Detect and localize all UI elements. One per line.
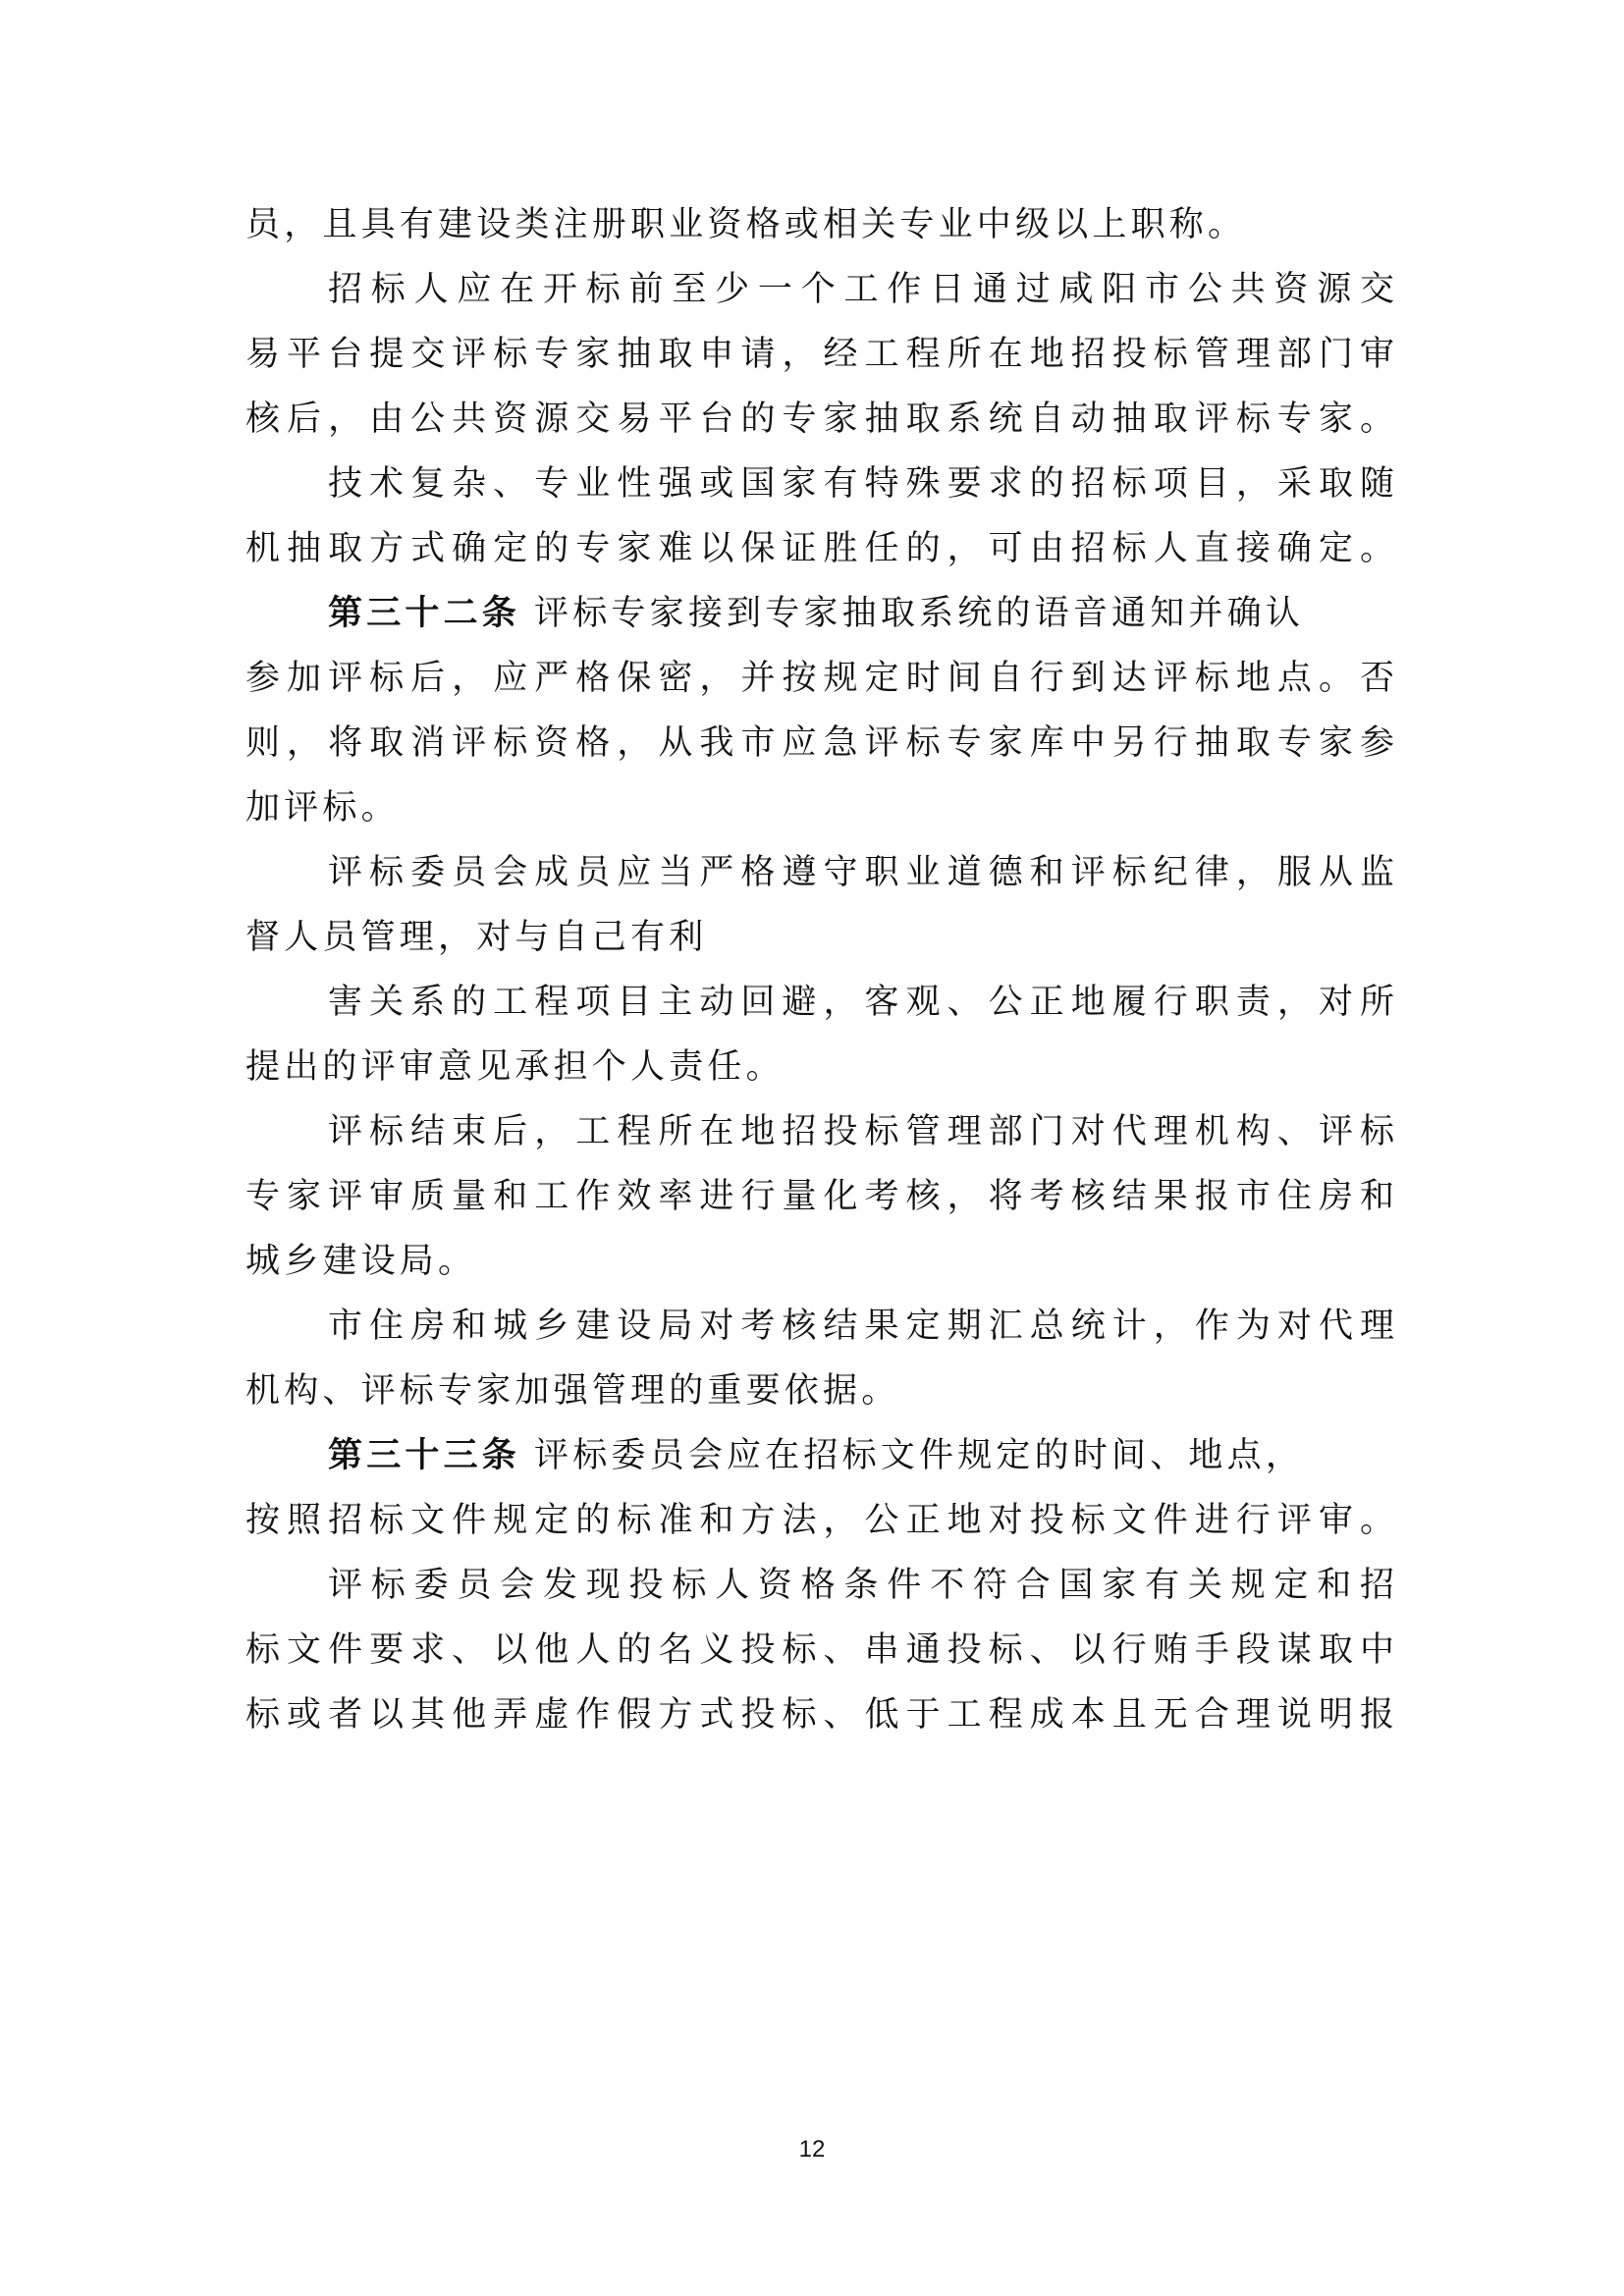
text-line: 核后，由公共资源交易平台的专家抽取系统自动抽取评标专家。 <box>245 400 1394 439</box>
text-line: 则，将取消评标资格，从我市应急评标专家库中另行抽取专家参 <box>245 723 1394 763</box>
page-number: 12 <box>798 2136 826 2163</box>
text-line: 按照招标文件规定的标准和方法，公正地对投标文件进行评审。 <box>245 1501 1394 1540</box>
text-line: 害关系的工程项目主动回避，客观、公正地履行职责，对所 <box>328 983 1394 1022</box>
article-text: 评标委员会应在招标文件规定的时间、地点， <box>534 1436 1305 1475</box>
text-line: 专家评审质量和工作效率进行量化考核，将考核结果报市住房和 <box>245 1177 1394 1216</box>
article-33-heading-line <box>245 1423 1394 1488</box>
article-32-heading-line <box>245 581 1394 646</box>
text-line: 招标人应在开标前至少一个工作日通过咸阳市公共资源交 <box>328 270 1394 309</box>
article-text: 评标专家接到专家抽取系统的语音通知并确认 <box>534 594 1305 633</box>
article-number: 第三十二条 <box>328 594 521 633</box>
text-line: 督人员管理，对与自己有利 <box>245 918 708 957</box>
text-line: 城乡建设局。 <box>245 1242 477 1281</box>
text-line: 加评标。 <box>245 788 400 828</box>
text-line: 提出的评审意见承担个人责任。 <box>245 1047 785 1087</box>
text-line: 评标委员会成员应当严格遵守职业道德和评标纪律，服从监 <box>328 853 1394 892</box>
text-line: 评标结束后，工程所在地招投标管理部门对代理机构、评标 <box>328 1112 1394 1151</box>
document-body <box>245 192 1394 1747</box>
text-line: 员，且具有建设类注册职业资格或相关专业中级以上职称。 <box>245 205 1247 244</box>
article-number: 第三十三条 <box>328 1436 521 1475</box>
text-line: 易平台提交评标专家抽取申请，经工程所在地招投标管理部门审 <box>245 335 1394 374</box>
text-line: 标或者以其他弄虚作假方式投标、低于工程成本且无合理说明报 <box>245 1695 1394 1735</box>
text-line: 市住房和城乡建设局对考核结果定期汇总统计，作为对代理 <box>328 1307 1394 1346</box>
text-line: 参加评标后，应严格保密，并按规定时间自行到达评标地点。否 <box>245 659 1394 698</box>
text-line: 机构、评标专家加强管理的重要依据。 <box>245 1371 900 1411</box>
text-line: 技术复杂、专业性强或国家有特殊要求的招标项目，采取随 <box>328 464 1394 504</box>
text-line: 标文件要求、以他人的名义投标、串通投标、以行贿手段谋取中 <box>245 1630 1394 1670</box>
text-line: 评标委员会发现投标人资格条件不符合国家有关规定和招 <box>328 1566 1394 1605</box>
text-line: 机抽取方式确定的专家难以保证胜任的，可由招标人直接确定。 <box>245 529 1394 568</box>
